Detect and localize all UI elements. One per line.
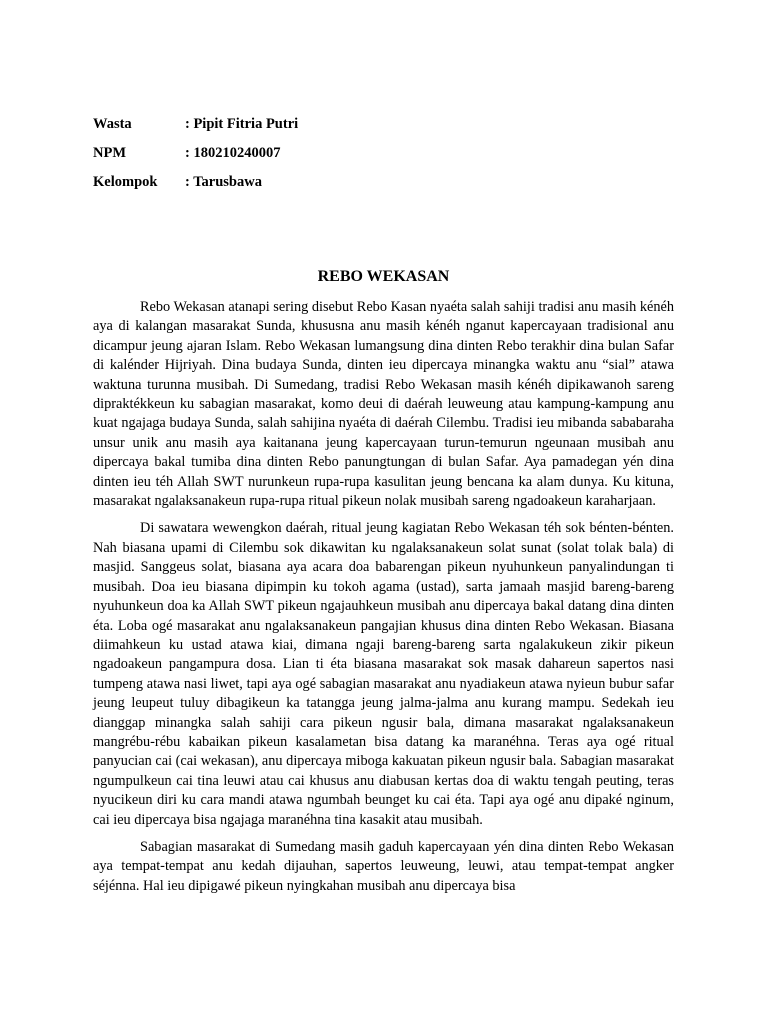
meta-row-npm [93, 145, 493, 174]
meta-value: : Pipit Fitria Putri [185, 116, 299, 132]
meta-label: Wasta [93, 116, 132, 132]
paragraph: Rebo Wekasan atanapi sering disebut Rebo Kasan nyaéta salah sahiji tradisi anu masih kénéh aya di kalangan masarakat Sunda, khususna anu masih kénéh nganut kapercayaan tradisional anu dicampur jeung ajaran Islam. Rebo Wekasan lumangsung dina dinten Rebo terakhir dina bulan Safar di kalénder Hijriyah. Dina budaya Sunda, dinten ieu dipercaya minangka waktu anu “sial” atawa waktuna turunna musibah. Di Sumedang, tradisi Rebo Wekasan masih kénéh dipikawanoh sareng dipraktékkeun ku sabagian masarakat, komo deui di daérah leuweung atau kampung-kampung anu kuat ngajaga budaya Sunda, salah sahijina nyaéta di daérah Cilembu. Tradisi ieu mibanda sababaraha unsur unik anu masih aya kaitanana jeung kapercayaan turun-temurun ngeunaan musibah anu dipercaya bakal tumiba dina dinten Rebo panungtungan di bulan Safar. Aya pamadegan yén dina dinten ieu téh Allah SWT nurunkeun rupa-rupa kasulitan jeung bencana ka alam dunya. Ku kituna, masarakat ngalaksanakeun rupa-rupa ritual pikeun nolak musibah sareng ngadoakeun karaharjaan. [93, 299, 674, 510]
author-info [93, 116, 493, 203]
document-title: REBO WEKASAN [317, 268, 450, 285]
meta-value: : 180210240007 [185, 145, 281, 161]
meta-value: : Tarusbawa [185, 174, 262, 190]
meta-label: NPM [93, 145, 127, 161]
meta-row-group [93, 174, 493, 203]
meta-row-name [93, 116, 493, 145]
paragraph: Sabagian masarakat di Sumedang masih gaduh kapercayaan yén dina dinten Rebo Wekasan aya tempat-tempat anu kedah dijauhan, sapertos leuweung, leuwi, atau tempat-tempat angker séjénna. Hal ieu dipigawé pikeun nyingkahan musibah anu dipercaya bisa [93, 838, 674, 894]
document-body [93, 298, 674, 904]
meta-label: Kelompok [93, 174, 158, 190]
paragraph: Di sawatara wewengkon daérah, ritual jeung kagiatan Rebo Wekasan téh sok bénten-bénten. Nah biasana upami di Cilembu sok dikawitan ku ngalaksanakeun solat sunat (solat tolak bala) di masjid. Sanggeus solat, biasana aya acara doa babarengan pikeun nyuhunkeun panyalindungan ti musibah. Doa ieu biasana dipimpin ku tokoh agama (ustad), sarta jamaah masjid bareng-bareng nyuhunkeun doa ka Allah SWT pikeun ngajauhkeun musibah anu dipercaya bakal datang dina dinten éta. Loba ogé masarakat anu ngalaksanakeun pangajian khusus dina dinten Rebo Wekasan. Biasana diimahkeun ku ustad atawa kiai, dimana ngaji bareng-bareng sarta ngalakukeun zikir pikeun ngadoakeun pangampura dosa. Lian ti éta biasana masarakat sok masak dahareun sapertos nasi tumpeng atawa nasi liwet, tapi aya ogé sabagian masarakat anu nyadiakeun atawa nyieun bubur safar jeung leupeut tuluy dibagikeun ka tatangga jeung jalma-jalma anu kurang mampu. Sedekah ieu dianggap minangka salah sahiji cara pikeun ngusir bala, dimana masarakat ngalaksanakeun mangrébu-rébu kabaikan pikeun kasalametan bisa datang ka maranéhna. Teras aya ogé ritual panyucian cai (cai wekasan), anu dipercaya miboga kakuatan pikeun ngusir bala. Sabagian masarakat ngumpulkeun cai tina leuwi atau cai khusus anu diabusan kertas doa di waktu tengah peuting, teras nyucikeun diri ku cara mandi atawa ngumbah beunget ku cai éta. Tapi aya ogé anu dipaké nginum, cai ieu dipercaya bisa ngajaga maranéhna tina kasakit atau musibah. [93, 520, 674, 828]
